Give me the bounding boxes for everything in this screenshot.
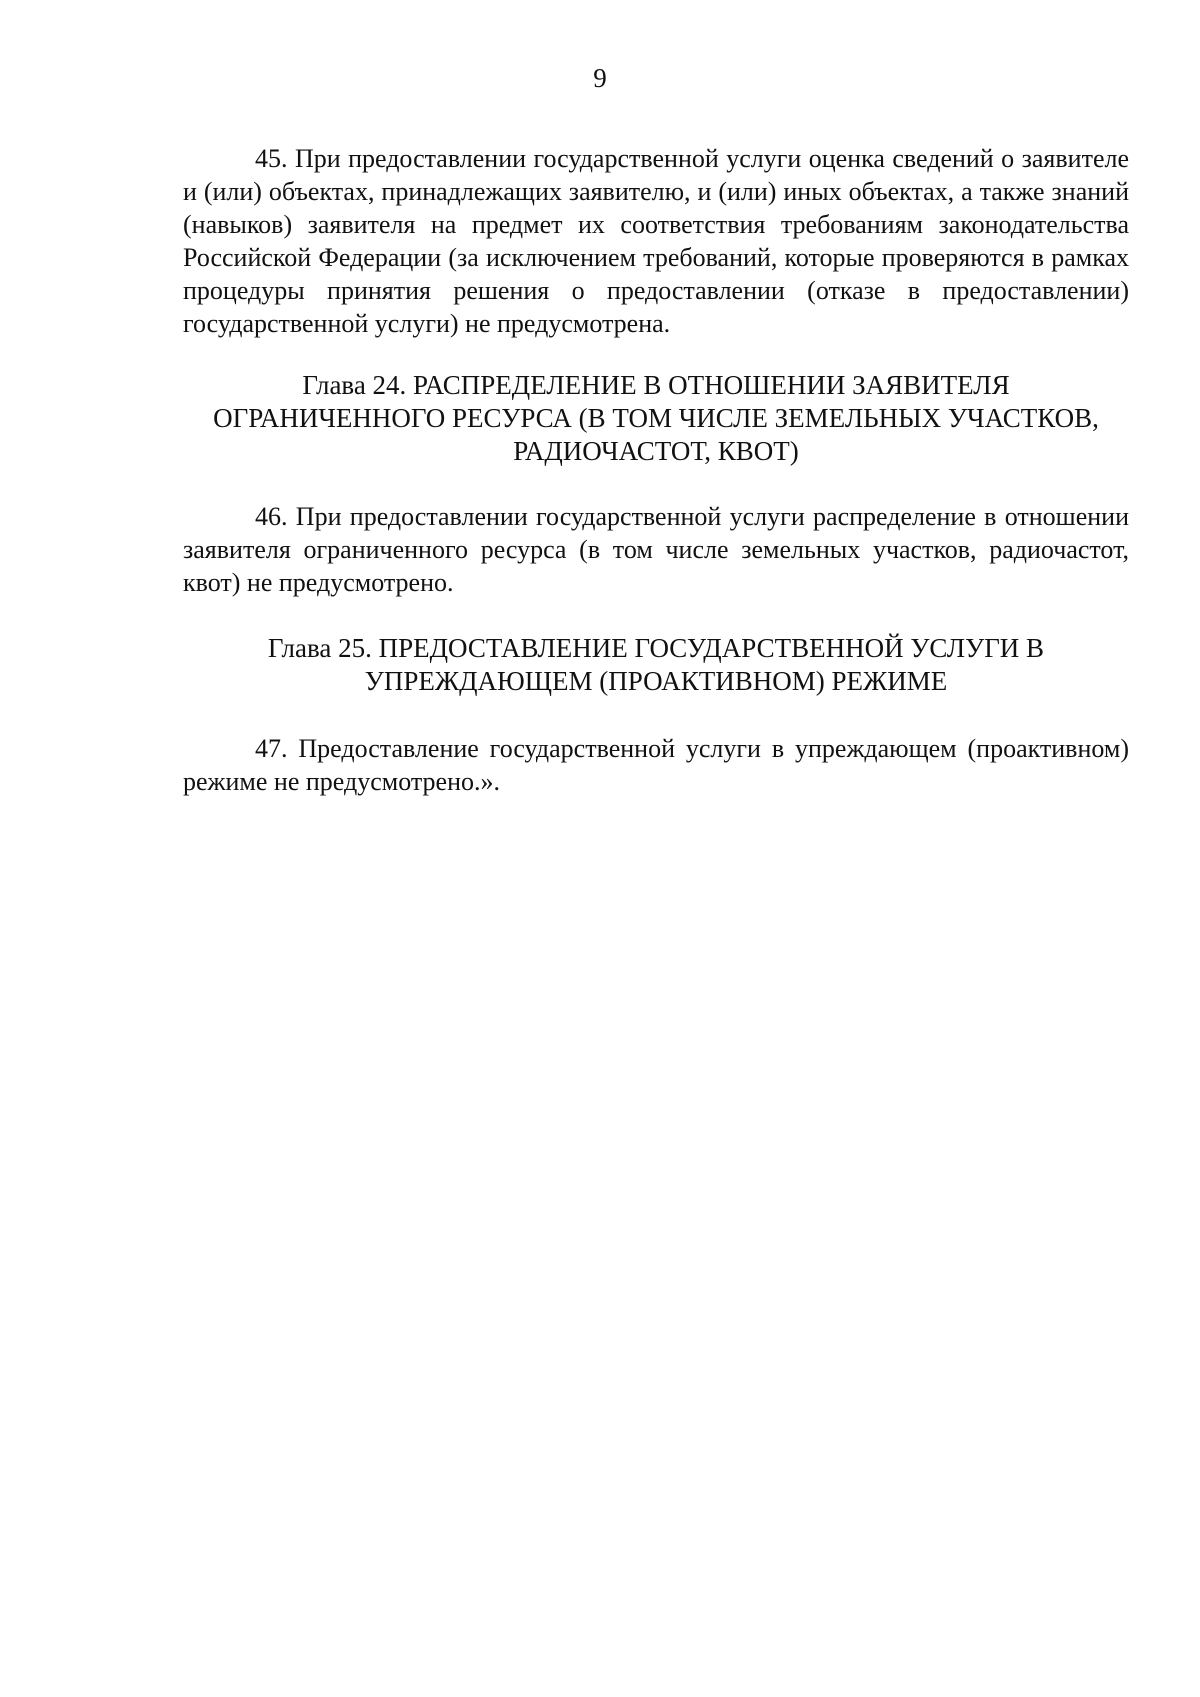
chapter-24-heading-line-3: РАДИОЧАСТОТ, КВОТ) bbox=[513, 436, 799, 466]
page-number: 9 bbox=[593, 63, 607, 93]
chapter-25-heading-line-1: Глава 25. ПРЕДОСТАВЛЕНИЕ ГОСУДАРСТВЕННОЙ УСЛУГИ В bbox=[267, 633, 1045, 663]
paragraph-45: 45. При предоставлении государственной услуги оценка сведений о заявителе и (или) объектах, принадлежащих заявителю, и (или) иных объектах, а также знаний (навыков) заявителя на предмет их соответствия требованиям законодательства Российской Федерации (за исключением требований, которые проверяются в рамках процедуры принятия решения о предоставлении (отказе в предоставлении) государственной услуги) не предусмотрена. bbox=[183, 144, 1129, 338]
paragraph-47: 47. Предоставление государственной услуги в упреждающем (проактивном) режиме не предусмотрено.». bbox=[183, 734, 1129, 796]
chapter-24-heading-line-2: ОГРАНИЧЕННОГО РЕСУРСА (В ТОМ ЧИСЛЕ ЗЕМЕЛЬНЫХ УЧАСТКОВ, bbox=[213, 403, 1099, 433]
chapter-25-heading bbox=[183, 632, 1129, 698]
document-body bbox=[183, 142, 1129, 798]
paragraph-46: 46. При предоставлении государственной услуги распределение в отношении заявителя ограниченного ресурса (в том числе земельных участков, радиочастот, квот) не предусмотрено. bbox=[183, 502, 1129, 597]
chapter-25-heading-line-2: УПРЕЖДАЮЩЕМ (ПРОАКТИВНОМ) РЕЖИМЕ bbox=[364, 666, 948, 696]
chapter-24-heading bbox=[183, 369, 1129, 468]
chapter-24-heading-line-1: Глава 24. РАСПРЕДЕЛЕНИЕ В ОТНОШЕНИИ ЗАЯВИТЕЛЯ bbox=[302, 370, 1010, 400]
